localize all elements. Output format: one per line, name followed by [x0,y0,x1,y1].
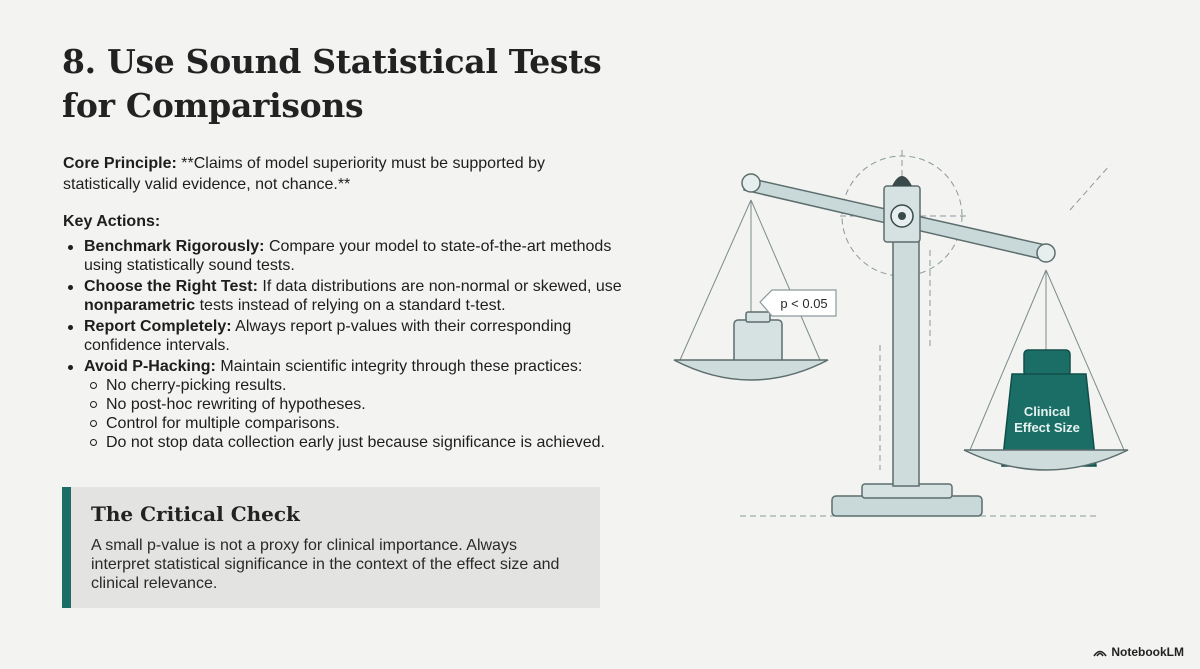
left-hook-icon [742,174,760,192]
action-label: Report Completely: [84,318,232,335]
brand-name: NotebookLM [1111,645,1184,659]
action-text: If data distributions are non-normal or skewed, use [262,278,622,295]
right-weight-label-line2: Effect Size [1014,420,1080,435]
notebooklm-icon [1093,647,1107,657]
pivot-pin-icon [898,212,906,220]
key-actions-heading: Key Actions: [63,213,161,230]
action-item-report [63,317,623,355]
action-label: Benchmark Rigorously: [84,238,265,255]
action-item-benchmark [63,237,623,275]
sub-item: Do not stop data collection early just because significance is achieved. [84,433,623,452]
left-pan [674,360,828,380]
core-principle-label: Core Principle: [63,155,177,172]
left-weight-knob [746,312,770,322]
action-text: Maintain scientific integrity through these practices: [220,358,583,375]
core-principle [63,153,603,195]
sub-item: Control for multiple comparisons. [84,414,623,433]
callout-title: The Critical Check [91,502,300,526]
right-pan [964,450,1128,470]
callout-body: A small p-value is not a proxy for clinical importance. Always interpret statistical significance in the context of the effect size and clinical relevance. [91,537,560,592]
brand-mark [1093,645,1184,659]
sub-item: No post-hoc rewriting of hypotheses. [84,395,623,414]
p-hacking-sublist [84,376,623,452]
sub-item: No cherry-picking results. [84,376,623,395]
action-text: Always report p-values with their corresponding confidence intervals. [84,318,572,354]
core-principle-text: **Claims of model superiority must be supported by statistically valid evidence, not chance.** [63,155,545,193]
action-text: tests instead of relying on a standard t-test. [199,297,506,314]
action-emphasis: nonparametric [84,297,196,314]
slide-title: 8. Use Sound Statistical Tests for Comparisons [62,42,602,125]
scale-pillar [893,240,919,486]
action-item-choose-test [63,277,623,315]
scale-base [832,496,982,516]
action-label: Avoid P-Hacking: [84,358,216,375]
p-value-tag-label: p < 0.05 [780,296,828,311]
key-actions-list [63,237,623,454]
critical-check-callout [62,487,600,608]
action-text: Compare your model to state-of-the-art methods using statistically sound tests. [84,238,612,274]
pivot-cap [892,176,912,186]
action-item-p-hacking [63,357,623,452]
right-weight-knob [1024,350,1070,376]
right-weight-label-line1: Clinical [1023,404,1071,419]
right-hook-icon [1037,244,1055,262]
action-label: Choose the Right Test: [84,278,258,295]
balance-scale-illustration [640,150,1160,530]
